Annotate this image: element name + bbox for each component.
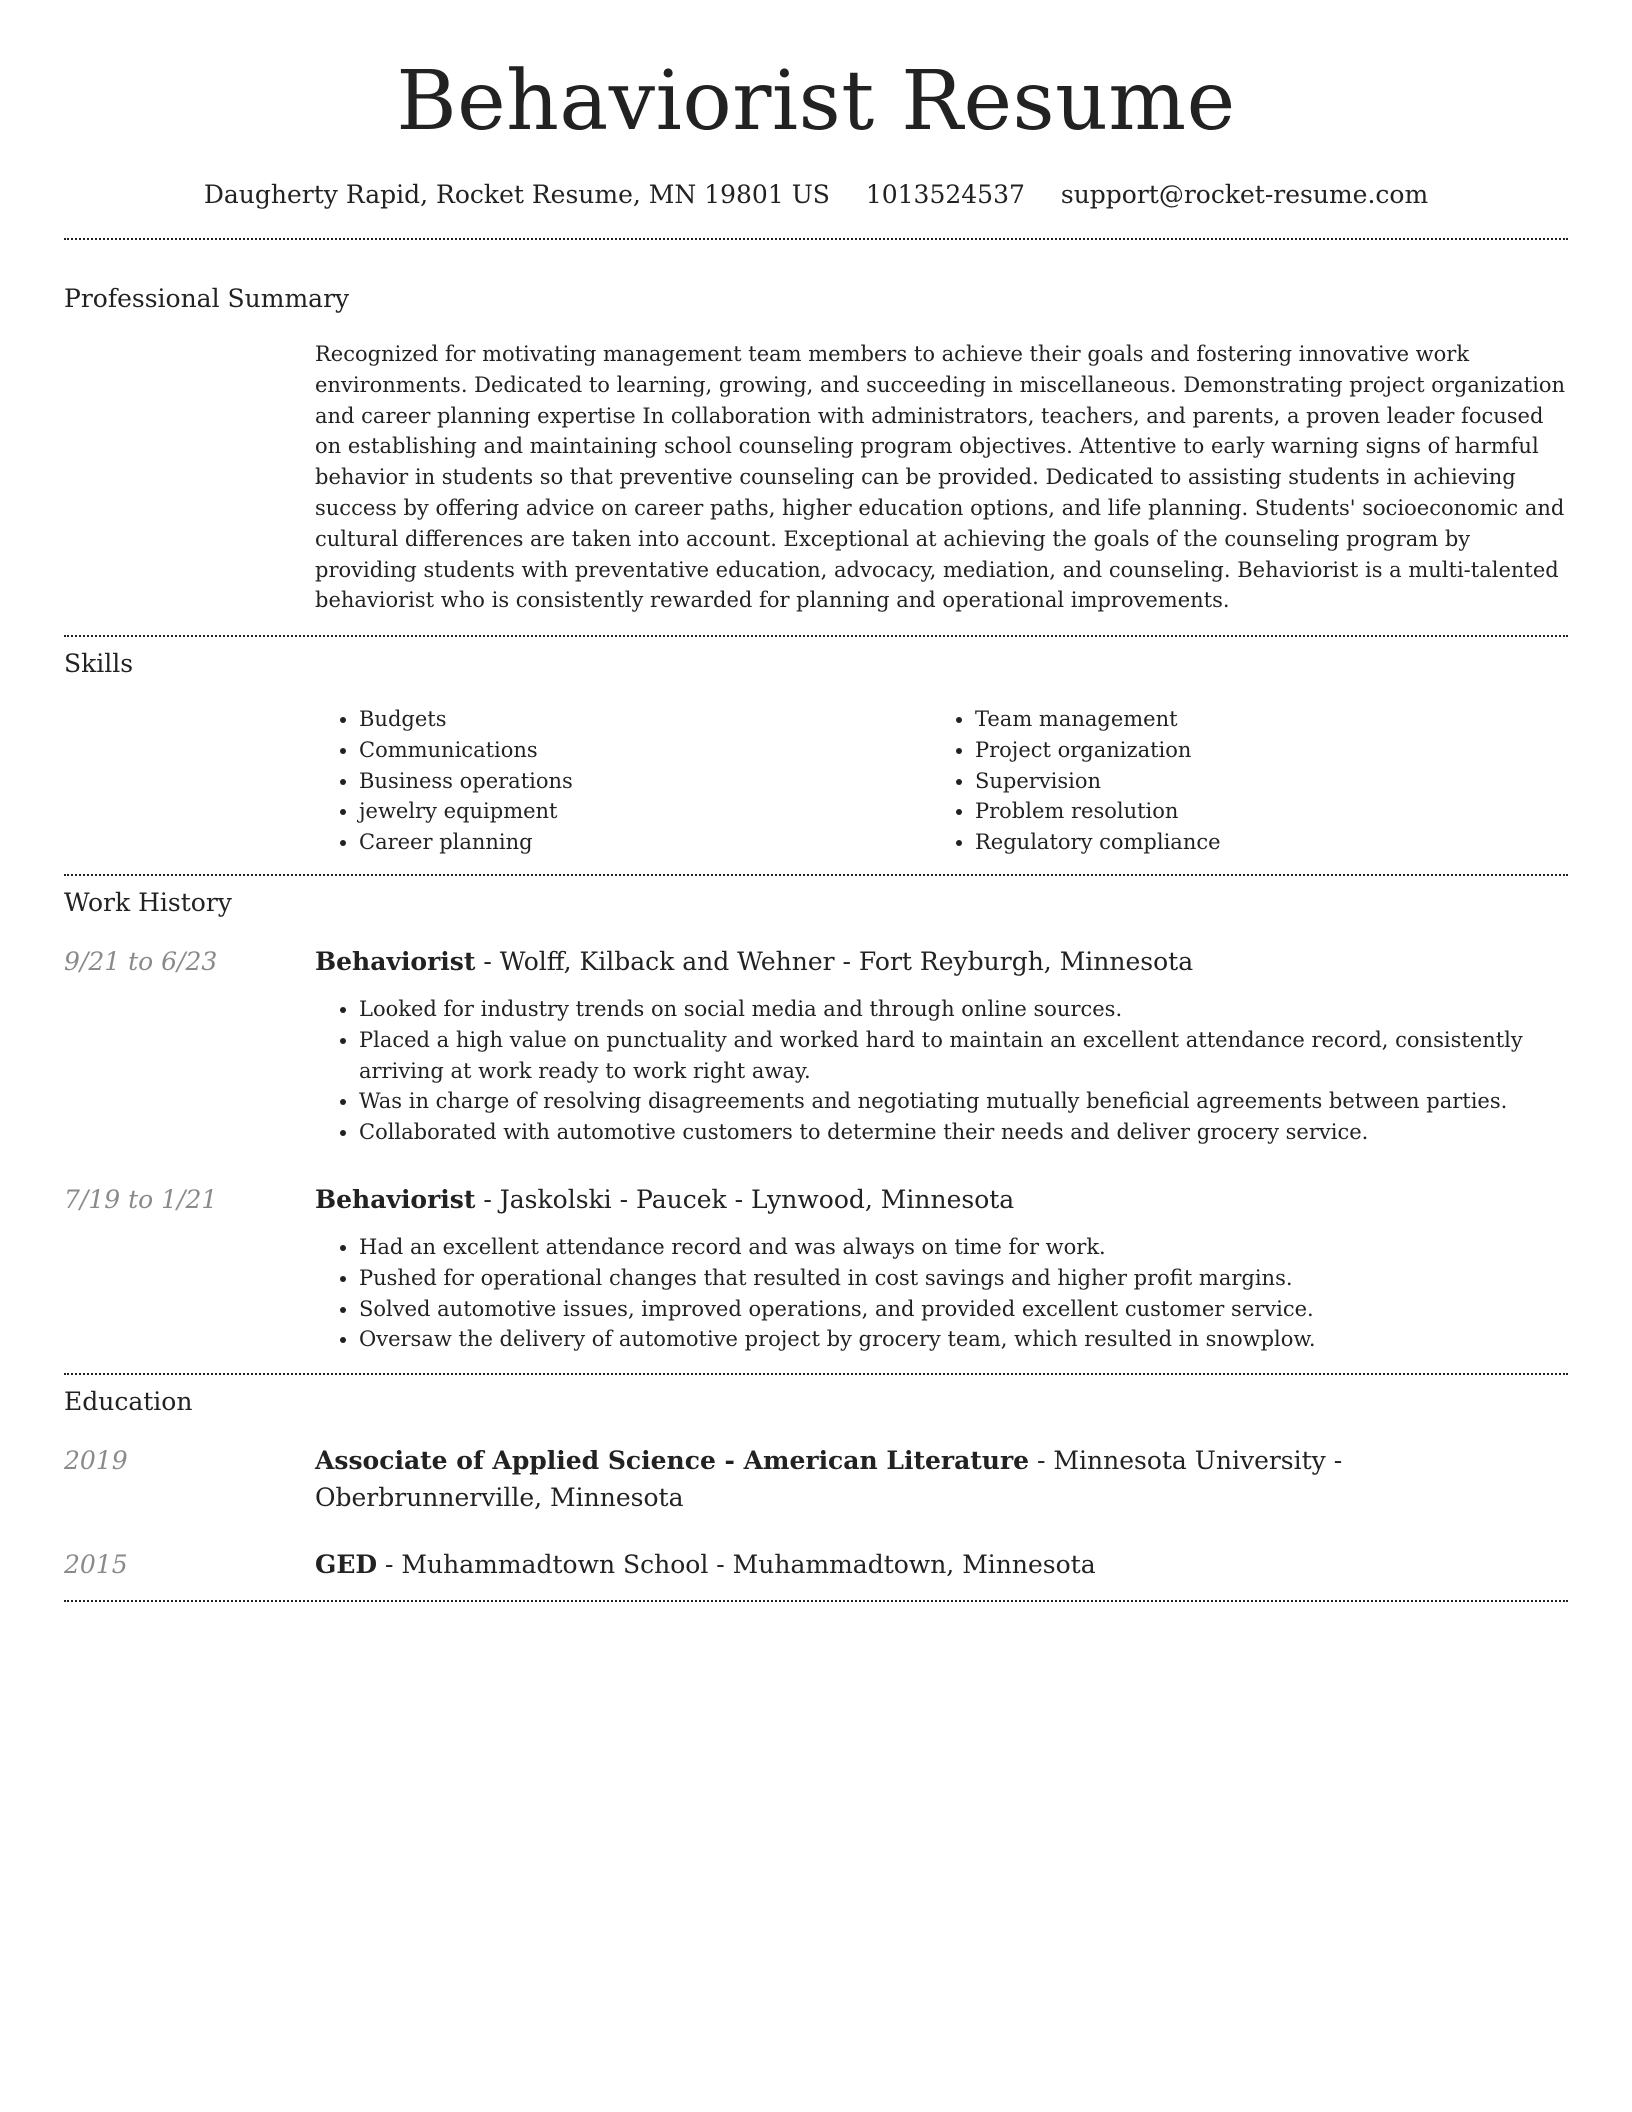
list-item: • Oversaw the delivery of automotive project by grocery team, which resulted in snowplow. [359, 1324, 1568, 1355]
job-title [315, 1181, 1568, 1218]
list-item: • Placed a high value on punctuality and worked hard to maintain an excellent attendance record, consistently arriving at work ready to work right away. [359, 1025, 1568, 1087]
list-item: • Pushed for operational changes that resulted in cost savings and higher profit margins. [359, 1263, 1568, 1294]
education-degree: GED [315, 1550, 378, 1579]
skills-list [315, 704, 1568, 858]
contact-address: Daugherty Rapid, Rocket Resume, MN 19801 US [203, 180, 830, 209]
skills-column-right [931, 704, 1547, 858]
divider [64, 874, 1568, 876]
job-dates: 9/21 to 6/23 [64, 947, 218, 976]
section-title-skills: Skills [64, 649, 134, 678]
list-item: • Looked for industry trends on social media and through online sources. [359, 994, 1568, 1025]
resume-title: Behaviorist Resume [396, 54, 1236, 149]
education-entry [315, 1442, 1568, 1516]
skill-item: • Communications [359, 735, 931, 766]
job-role: Behaviorist [315, 947, 476, 976]
education-school: - Muhammadtown School - Muhammadtown, Minnesota [377, 1550, 1096, 1579]
job-role: Behaviorist [315, 1185, 476, 1214]
section-title-work: Work History [64, 888, 232, 917]
skill-item: • Project organization [975, 735, 1547, 766]
list-item: • Had an excellent attendance record and was always on time for work. [359, 1232, 1568, 1263]
skill-item: • Team management [975, 704, 1547, 735]
skill-item: • Career planning [359, 827, 931, 858]
contact-phone: 1013524537 [865, 180, 1025, 209]
job-bullets [315, 994, 1568, 1148]
skill-item: • Problem resolution [975, 796, 1547, 827]
skill-item: • Regulatory compliance [975, 827, 1547, 858]
education-year: 2019 [64, 1446, 128, 1475]
section-title-summary: Professional Summary [64, 284, 350, 313]
education-school: - Minnesota University - Oberbrunnerville, Minnesota [315, 1446, 1343, 1512]
list-item: • Was in charge of resolving disagreements and negotiating mutually beneficial agreements between parties. [359, 1086, 1568, 1117]
skill-item: • Budgets [359, 704, 931, 735]
job-dates: 7/19 to 1/21 [64, 1185, 218, 1214]
education-year: 2015 [64, 1550, 128, 1579]
divider [64, 1373, 1568, 1375]
job-bullets [315, 1232, 1568, 1355]
job-title [315, 943, 1568, 980]
education-entry [315, 1546, 1568, 1583]
section-title-education: Education [64, 1387, 193, 1416]
job-employer: - Jaskolski - Paucek - Lynwood, Minnesota [475, 1185, 1015, 1214]
skills-column-left [315, 704, 931, 858]
divider [64, 635, 1568, 637]
list-item: • Solved automotive issues, improved operations, and provided excellent customer service. [359, 1294, 1568, 1325]
skill-item: • Business operations [359, 766, 931, 797]
divider [64, 1600, 1568, 1602]
resume-header [0, 0, 1632, 212]
contact-line [0, 178, 1632, 212]
list-item: • Collaborated with automotive customers to determine their needs and deliver grocery service. [359, 1117, 1568, 1148]
summary-text: Recognized for motivating management team members to achieve their goals and fostering innovative work environments. Dedicated to learning, growing, and succeeding in miscellaneous. Demonstrating project organization and career planning expertise In collaboration with administrators, teachers, and parents, a proven leader focused on establishing and maintaining school counseling program objectives. Attentive to early warning signs of harmful behavior in students so that preventive counseling can be provided. Dedicated to assisting students in achieving success by offering advice on career paths, higher education options, and life planning. Students' socioeconomic and cultural differences are taken into account. Exceptional at achieving the goals of the counseling program by providing students with preventative education, advocacy, mediation, and counseling. Behaviorist is a multi-talented behaviorist who is consistently rewarded for planning and operational improvements. [315, 342, 1566, 613]
divider [64, 238, 1568, 240]
skill-item: • Supervision [975, 766, 1547, 797]
job-employer: - Wolff, Kilback and Wehner - Fort Reyburgh, Minnesota [475, 947, 1194, 976]
education-degree: Associate of Applied Science - American Literature [315, 1446, 1030, 1475]
skill-item: • jewelry equipment [359, 796, 931, 827]
contact-email: support@rocket-resume.com [1060, 180, 1429, 209]
